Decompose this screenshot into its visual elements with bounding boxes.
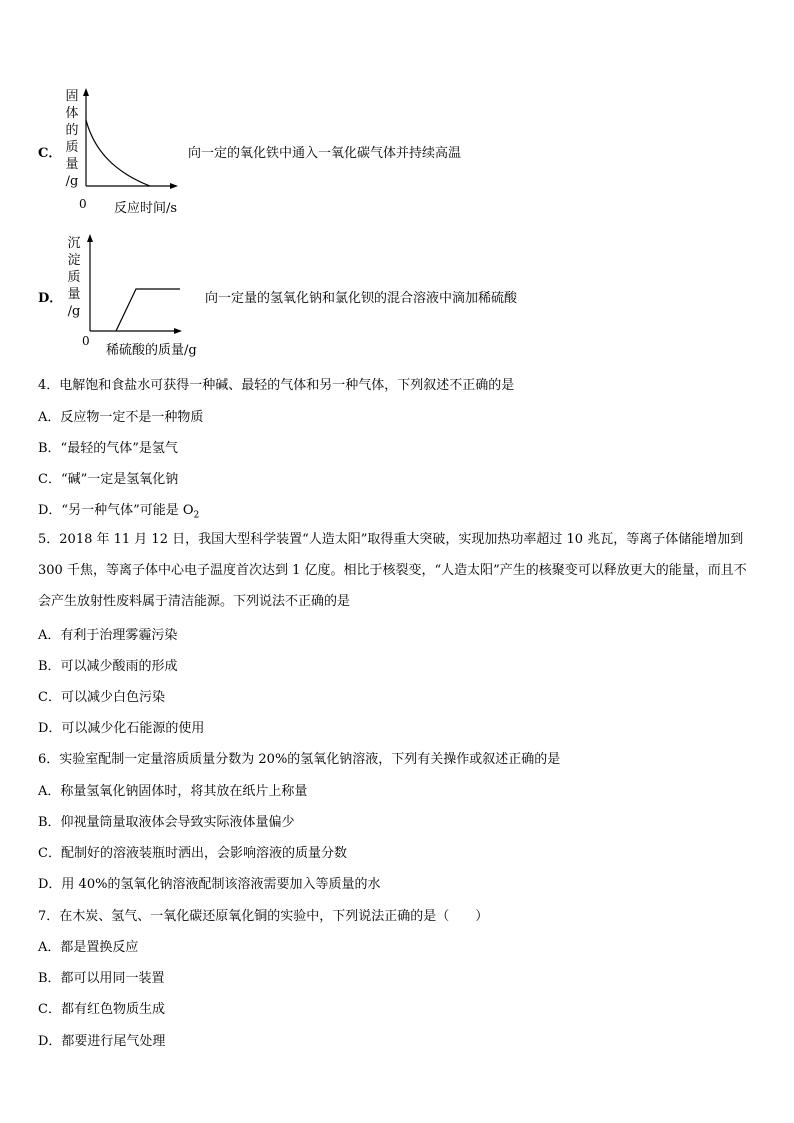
option-b: B．仰视量筒量取液体会导致实际液体量偏少 bbox=[38, 815, 295, 830]
question-stem: 6．实验室配制一定量溶质质量分数为 20%的氢氧化钠溶液，下列有关操作或叙述正确的是 bbox=[38, 752, 561, 767]
option-a: A．都是置换反应 bbox=[38, 940, 139, 955]
origin-label: 0 bbox=[79, 197, 87, 211]
y-axis-label: 沉 淀 质 量 /g bbox=[67, 236, 81, 319]
option-b: B．可以减少酸雨的形成 bbox=[38, 659, 178, 674]
option-d: D．都要进行尾气处理 bbox=[38, 1034, 166, 1049]
decay-curve bbox=[86, 120, 150, 186]
option-label: C． bbox=[38, 146, 62, 161]
option-description: 向一定的氧化铁中通入一氧化碳气体并持续高温 bbox=[188, 146, 462, 161]
option-label: D． bbox=[38, 291, 63, 306]
x-axis-label: 反应时间/s bbox=[114, 201, 178, 216]
y-axis-label: 固 体 的 质 量 /g bbox=[65, 89, 79, 189]
y-axis-arrow bbox=[87, 234, 93, 242]
option-a: A．称量氢氧化钠固体时，将其放在纸片上称量 bbox=[38, 784, 308, 799]
question-stem: 7．在木炭、氢气、一氧化碳还原氧化铜的实验中，下列说法正确的是（ ） bbox=[38, 909, 489, 924]
option-a: A．反应物一定不是一种物质 bbox=[38, 410, 204, 425]
question-stem: 5．2018 年 11 月 12 日，我国大型科学装置“人造太阳”取得重大突破，实现加热功率超过 10 兆瓦，等离子体储能增加到 300 千焦，等离子体中心电子温度首次达到 1 亿度。相比于核裂变，“人造太阳”产生的核聚变可以释放更大的能量，而且不会产生放射性废料属于清洁能源。下列说法不正确的是 bbox=[38, 532, 747, 609]
option-d: D．可以减少化石能源的使用 bbox=[38, 721, 205, 736]
option-c: C．都有红色物质生成 bbox=[38, 1002, 165, 1017]
y-axis-arrow bbox=[83, 88, 89, 96]
option-c: C．配制好的溶液装瓶时洒出，会影响溶液的质量分数 bbox=[38, 846, 347, 861]
option-c: C．“碱”一定是氢氧化钠 bbox=[38, 472, 179, 487]
option-c: C．可以减少白色污染 bbox=[38, 690, 165, 705]
x-axis-arrow bbox=[174, 328, 182, 334]
origin-label: 0 bbox=[82, 334, 90, 348]
option-description: 向一定量的氢氧化钠和氯化钡的混合溶液中滴加稀硫酸 bbox=[205, 291, 518, 306]
option-d: D．“另一种气体”可能是 $O_2$ bbox=[38, 503, 200, 521]
option-b: B．“最轻的气体”是氢气 bbox=[38, 441, 178, 456]
solid-mass-chart bbox=[80, 88, 180, 190]
option-d: D．用 40%的氢氧化钠溶液配制该溶液需要加入等质量的水 bbox=[38, 877, 381, 892]
option-b: B．都可以用同一装置 bbox=[38, 971, 165, 986]
question-stem: 4．电解饱和食盐水可获得一种碱、最轻的气体和另一种气体，下列叙述不正确的是 bbox=[38, 378, 515, 393]
precipitate-mass-chart bbox=[84, 234, 184, 336]
option-a: A．有利于治理雾霾污染 bbox=[38, 628, 178, 643]
x-axis-arrow bbox=[170, 183, 178, 189]
precipitate-line bbox=[116, 289, 180, 331]
x-axis-label: 稀硫酸的质量/g bbox=[106, 343, 197, 358]
